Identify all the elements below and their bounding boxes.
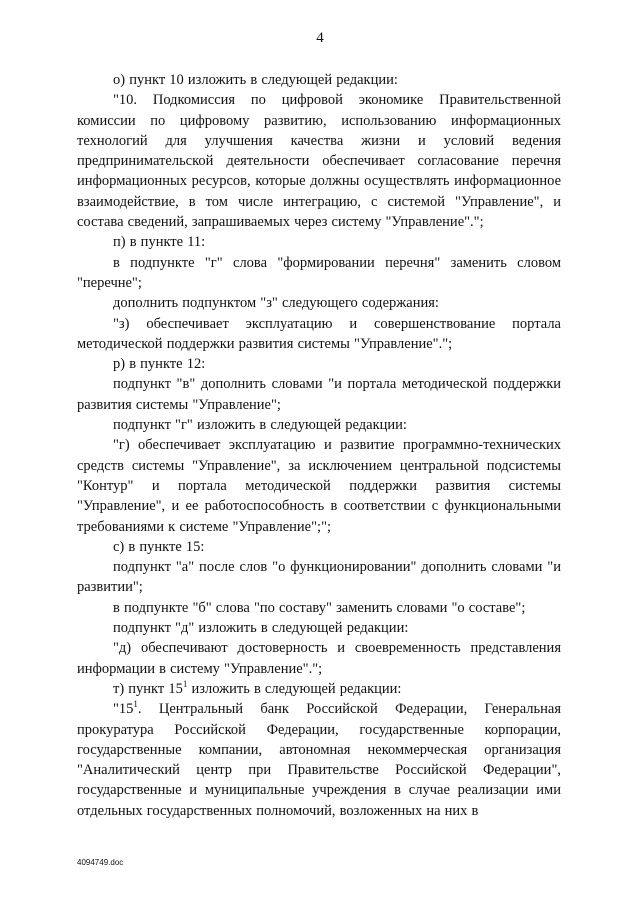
paragraph-add-subpoint-z: дополнить подпунктом "з" следующего содержания: — [113, 295, 439, 312]
paragraph-item-s: с) в пункте 15: — [113, 538, 205, 555]
paragraph-item-r: р) в пункте 12: — [113, 356, 206, 373]
document-footer: 4094749.doc — [77, 858, 124, 867]
page-number: 4 — [316, 30, 324, 46]
paragraph-subpoint-b-15: в подпункте "б" слова "по составу" заменить словами "о составе"; — [113, 599, 526, 616]
paragraph-subpoint-z-text: "з) обеспечивает эксплуатацию и совершенствование портала методической поддержки развития системы "Управление"."; — [77, 315, 561, 352]
item-t-suffix: изложить в следующей редакции: — [187, 680, 402, 697]
point-15-1-superscript: 1 — [133, 699, 138, 710]
paragraph-subpoint-g-12-text: "г) обеспечивает эксплуатацию и развитие программно-технических средств системы "Управление", за исключением центральной подсистемы "Контур" и портала методической поддержки развития системы "Управление", и ее работоспособность в соответствии с функциональными требованиями к системе "Управление";"; — [77, 437, 561, 535]
paragraph-subpoint-g-12-intro: подпункт "г" изложить в следующей редакции: — [113, 417, 407, 434]
paragraph-subpoint-v-12: подпункт "в" дополнить словами "и портала методической поддержки развития системы "Управление"; — [77, 376, 561, 413]
paragraph-item-t — [77, 679, 561, 699]
paragraph-point-15-1-text — [77, 699, 561, 821]
item-t-prefix: т) пункт 15 — [113, 680, 183, 697]
paragraph-subpoint-d-15-text: "д) обеспечивают достоверность и своевременность представления информации в систему "Управление"."; — [77, 640, 561, 677]
paragraph-item-o: о) пункт 10 изложить в следующей редакции: — [113, 72, 398, 88]
point-15-1-suffix: . Центральный банк Российской Федерации, Генеральная прокуратура Российской Федерации, государственные корпорации, государственные компании, автономная некоммерческая организация "Аналитический центр при Правительстве Российской Федерации", государственные и муниципальные учреждения в случае реализации ими отдельных государственных полномочий, возложенных на них в — [77, 701, 561, 819]
paragraph-subpoint-d-15-intro: подпункт "д" изложить в следующей редакции: — [113, 620, 409, 637]
point-15-1-prefix: "15 — [113, 701, 134, 718]
paragraph-subpoint-g-11: в подпункте "г" слова "формировании перечня" заменить словом "перечне"; — [77, 254, 561, 291]
paragraph-subpoint-a-15: подпункт "а" после слов "о функционировании" дополнить словами "и развитии"; — [77, 559, 561, 596]
paragraph-point-10-text: "10. Подкомиссия по цифровой экономике Правительственной комиссии по цифровому развитию, использованию информационных технологий для улучшения качества жизни и условий ведения предпринимательской деятельности обеспечивает согласование перечня информационных ресурсов, которые должны осуществлять информационное взаимодействие, в том числе интеграцию, с системой "Управление", и состава сведений, запрашиваемых через систему "Управление"."; — [77, 92, 561, 231]
item-t-superscript: 1 — [182, 679, 188, 690]
paragraph-item-p: п) в пункте 11: — [113, 234, 206, 251]
document-body — [77, 70, 561, 821]
